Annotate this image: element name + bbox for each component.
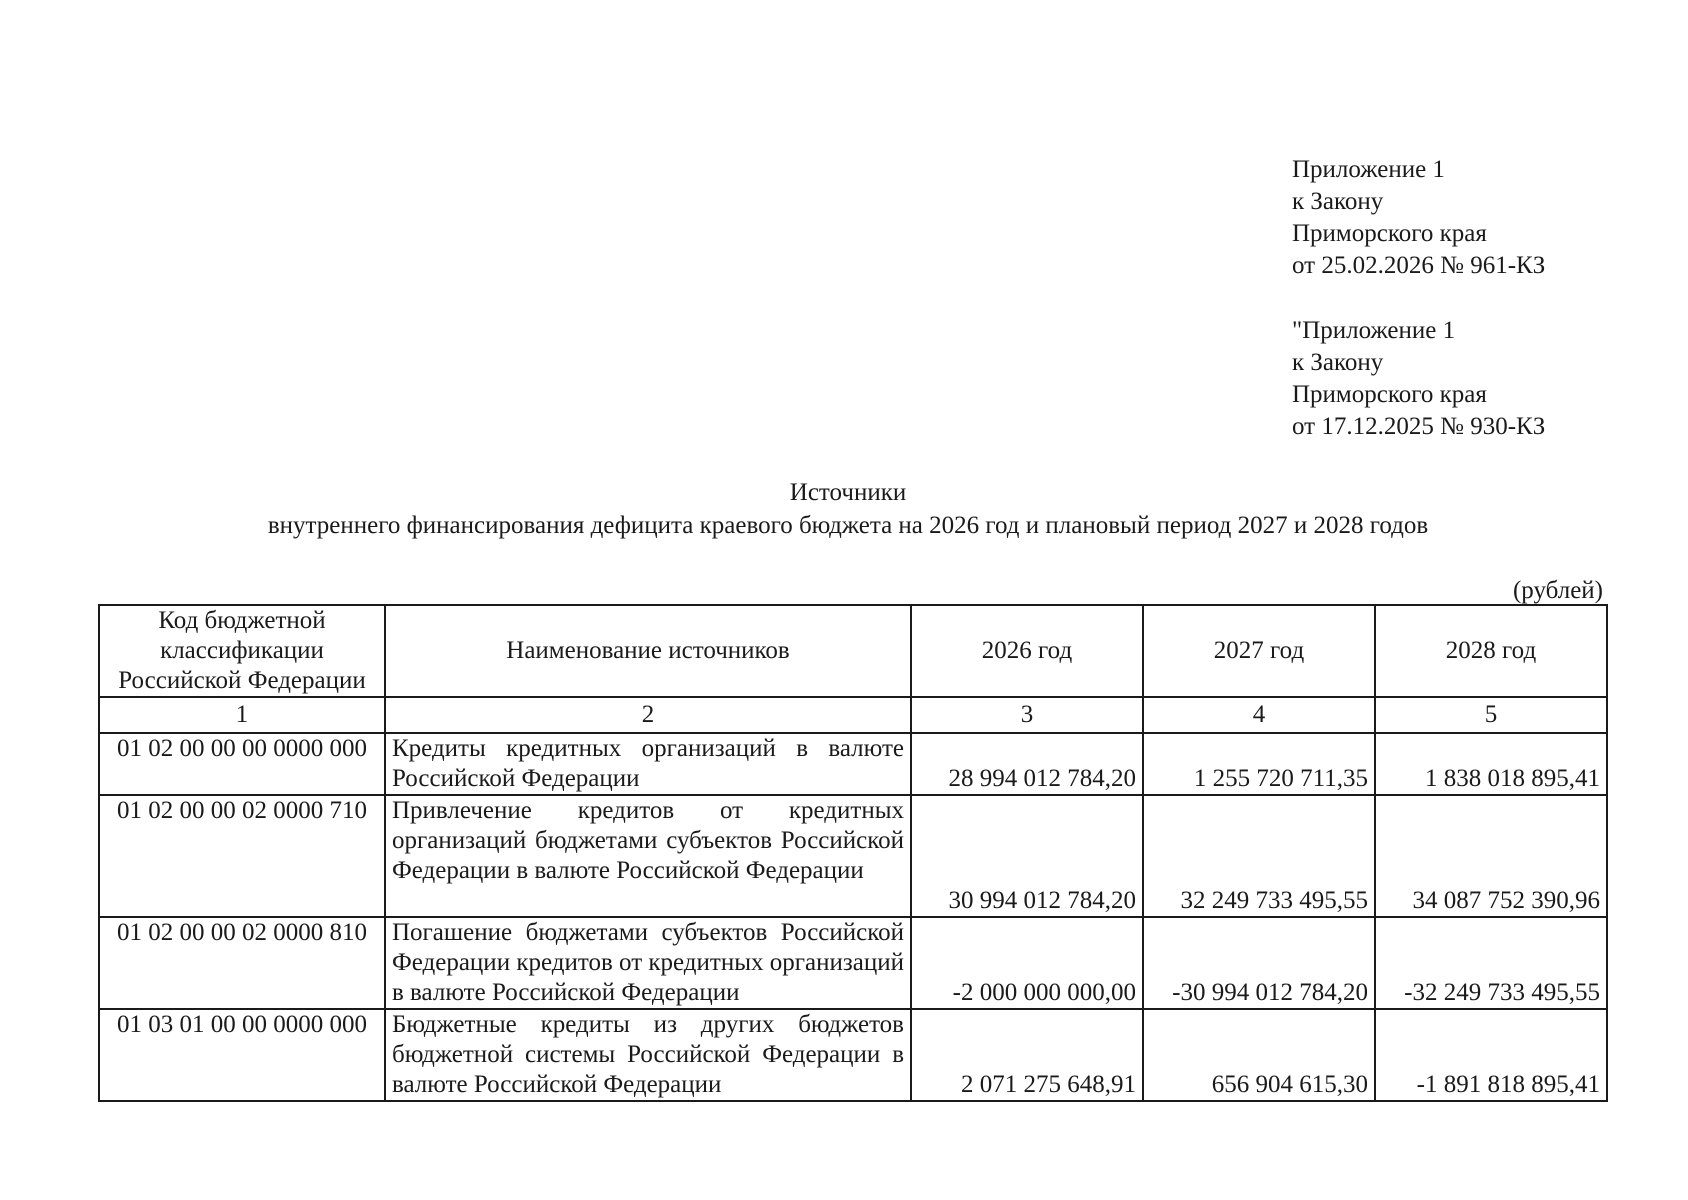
appendix-line: Приморского края (1292, 381, 1487, 408)
units-label: (рублей) (1512, 577, 1603, 604)
column-number-row (99, 697, 1607, 733)
table-header-row (99, 605, 1607, 697)
appendix-line: Приморского края (1292, 220, 1487, 247)
row-value-2028: 34 087 752 390,96 (1375, 795, 1607, 917)
appendix-line: от 25.02.2026 № 961-КЗ (1292, 252, 1546, 279)
document-title: Источники (789, 479, 907, 506)
table-row (99, 917, 1607, 1009)
table-row (99, 733, 1607, 795)
appendix-reference-previous (1292, 315, 1545, 443)
row-value-2026: 28 994 012 784,20 (911, 733, 1143, 795)
column-number: 5 (1375, 697, 1607, 733)
column-number: 1 (99, 697, 385, 733)
row-value-2027: 32 249 733 495,55 (1143, 795, 1375, 917)
appendix-line: от 17.12.2025 № 930-КЗ (1292, 413, 1546, 440)
appendix-line: "Приложение 1 (1292, 317, 1456, 344)
financing-sources-table (98, 604, 1608, 1102)
column-number: 2 (385, 697, 911, 733)
table-row (99, 795, 1607, 917)
row-value-2027: 656 904 615,30 (1143, 1009, 1375, 1101)
row-value-2028: 1 838 018 895,41 (1375, 733, 1607, 795)
row-value-2028: -32 249 733 495,55 (1375, 917, 1607, 1009)
row-name: Кредиты кредитных организаций в валюте Российской Федерации (385, 733, 911, 795)
appendix-line: к Закону (1292, 349, 1384, 376)
row-code: 01 03 01 00 00 0000 000 (99, 1009, 385, 1101)
row-value-2026: 2 071 275 648,91 (911, 1009, 1143, 1101)
document-subtitle: внутреннего финансирования дефицита краевого бюджета на 2026 год и плановый период 2027 и 2028 годов (267, 512, 1429, 539)
header-2028: 2028 год (1375, 605, 1607, 697)
appendix-reference-current (1292, 154, 1545, 282)
row-value-2026: 30 994 012 784,20 (911, 795, 1143, 917)
header-2027: 2027 год (1143, 605, 1375, 697)
column-number: 3 (911, 697, 1143, 733)
appendix-line: Приложение 1 (1292, 156, 1445, 183)
header-code: Код бюджетной классификации Российской Федерации (99, 605, 385, 697)
column-number: 4 (1143, 697, 1375, 733)
row-code: 01 02 00 00 02 0000 810 (99, 917, 385, 1009)
row-value-2028: -1 891 818 895,41 (1375, 1009, 1607, 1101)
row-name: Бюджетные кредиты из других бюджетов бюджетной системы Российской Федерации в валюте Российской Федерации (385, 1009, 911, 1101)
row-code: 01 02 00 00 00 0000 000 (99, 733, 385, 795)
row-value-2026: -2 000 000 000,00 (911, 917, 1143, 1009)
appendix-line: к Закону (1292, 188, 1384, 215)
table-row (99, 1009, 1607, 1101)
header-2026: 2026 год (911, 605, 1143, 697)
header-name: Наименование источников (385, 605, 911, 697)
row-name: Погашение бюджетами субъектов Российской Федерации кредитов от кредитных организаций в валюте Российской Федерации (385, 917, 911, 1009)
row-value-2027: -30 994 012 784,20 (1143, 917, 1375, 1009)
row-value-2027: 1 255 720 711,35 (1143, 733, 1375, 795)
row-code: 01 02 00 00 02 0000 710 (99, 795, 385, 917)
row-name: Привлечение кредитов от кредитных организаций бюджетами субъектов Российской Федерации в валюте Российской Федерации (385, 795, 911, 917)
